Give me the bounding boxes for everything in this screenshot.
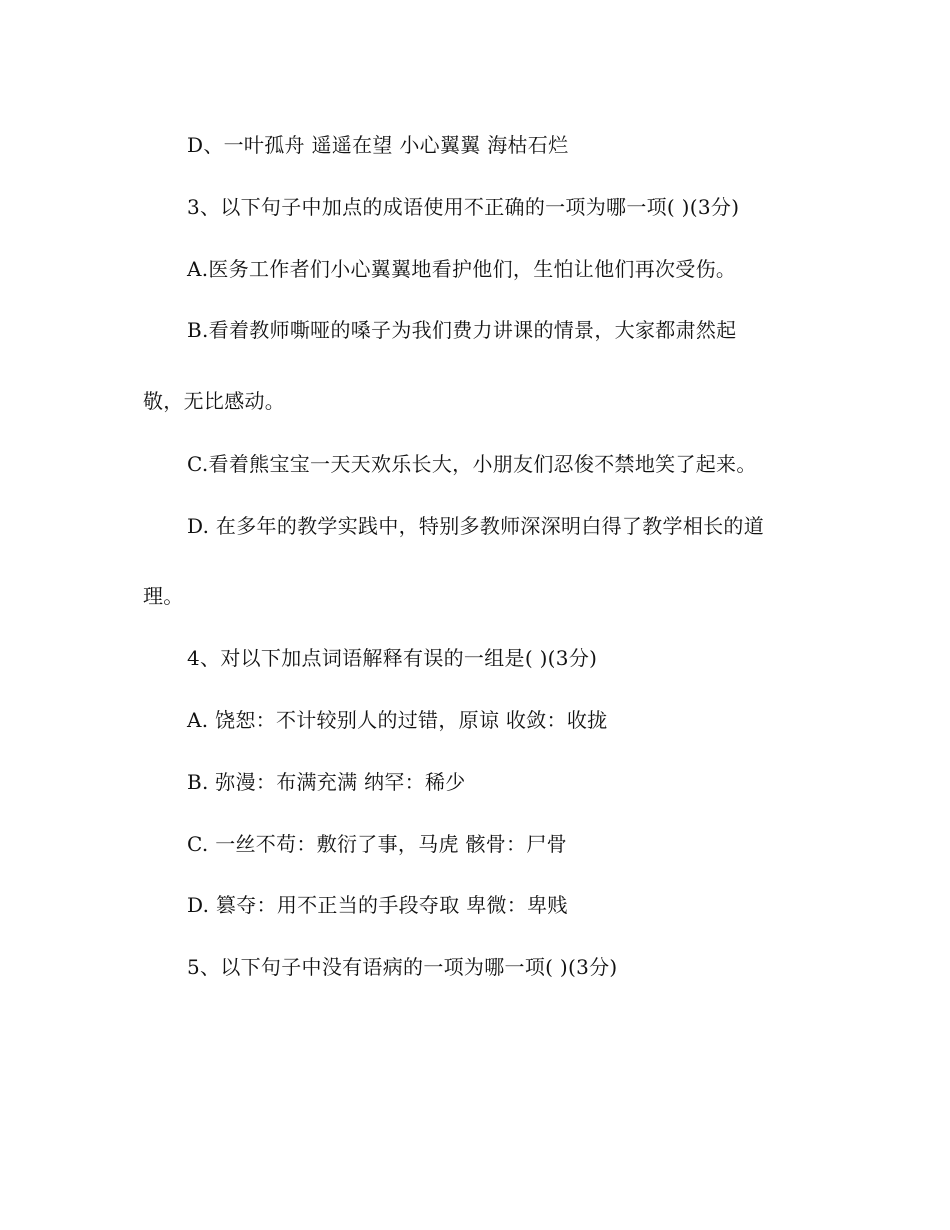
option-b-q3-continued: 敬，无比感动。 — [143, 389, 286, 413]
option-c-q4: C. 一丝不苟：敷衍了事，马虎 骸骨：尸骨 — [187, 832, 567, 856]
option-a-q4: A. 饶恕：不计较别人的过错，原谅 收敛：收拢 — [187, 708, 608, 732]
option-d-q3: D. 在多年的教学实践中，特别多教师深深明白得了教学相长的道 — [187, 514, 765, 538]
option-b-q3: B.看着教师嘶哑的嗓子为我们费力讲课的情景，大家都肃然起 — [187, 318, 737, 342]
option-b-q4: B. 弥漫：布满充满 纳罕：稀少 — [187, 770, 466, 794]
question-4: 4、对以下加点词语解释有误的一组是( )(3分) — [187, 646, 598, 670]
question-5: 5、以下句子中没有语病的一项为哪一项( )(3分) — [187, 955, 618, 979]
option-d-q4: D. 篡夺：用不正当的手段夺取 卑微：卑贱 — [187, 893, 568, 917]
option-c-q3: C.看着熊宝宝一天天欢乐长大，小朋友们忍俊不禁地笑了起来。 — [187, 452, 757, 476]
option-d-q2: D、一叶孤舟 遥遥在望 小心翼翼 海枯石烂 — [187, 133, 569, 157]
option-d-q3-continued: 理。 — [143, 584, 184, 608]
option-a-q3: A.医务工作者们小心翼翼地看护他们，生怕让他们再次受伤。 — [187, 257, 737, 281]
question-3: 3、以下句子中加点的成语使用不正确的一项为哪一项( )(3分) — [187, 195, 740, 219]
